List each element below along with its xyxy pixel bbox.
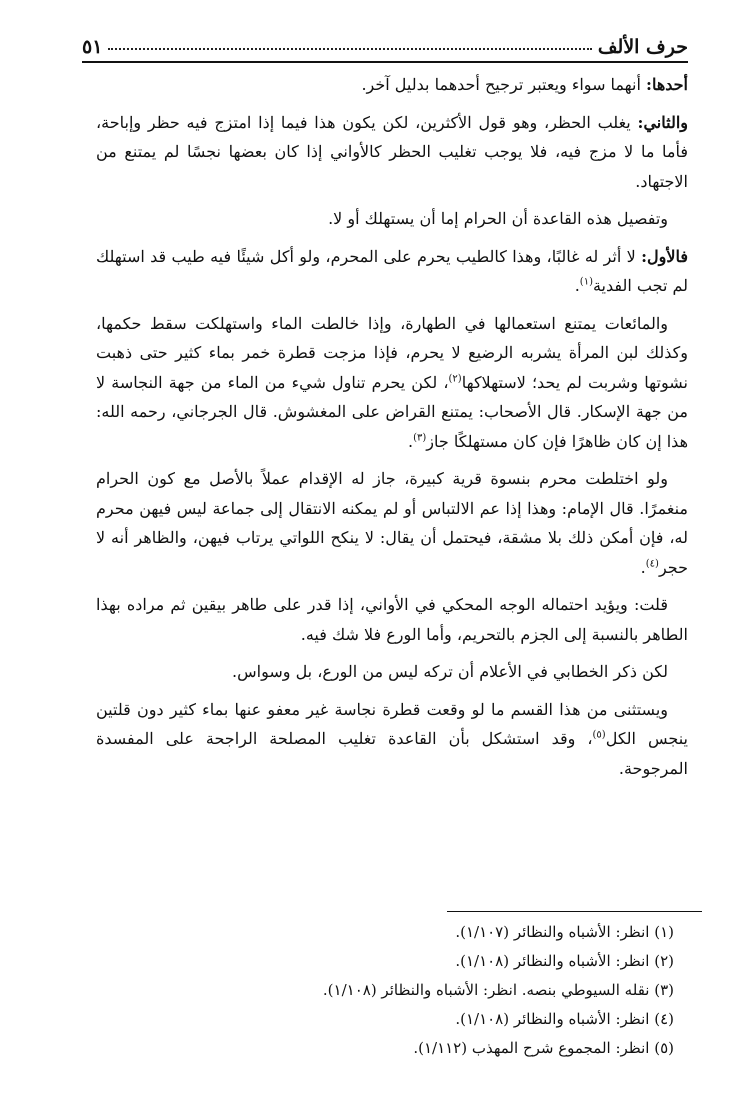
paragraph <box>96 70 688 100</box>
paragraph-lead: أحدها: <box>646 75 688 94</box>
paragraph-text: . <box>408 431 414 451</box>
paragraph <box>96 242 688 301</box>
footnote: (٤) انظر: الأشباه والنظائر (١/١٠٨). <box>455 1010 674 1028</box>
paragraph <box>96 695 688 784</box>
footnote-ref: (٤) <box>645 558 659 570</box>
page-number: ٥١ <box>82 36 103 58</box>
paragraph-lead: والثاني: <box>637 112 688 132</box>
footnote: (٢) انظر: الأشباه والنظائر (١/١٠٨). <box>455 952 674 970</box>
footnotes <box>96 918 696 1063</box>
paragraph-text: ، وقد استشكل بأن القاعدة تغليب المصلحة الراجحة على المفسدة المرجوحة. <box>96 729 688 778</box>
footnote-separator <box>447 911 702 912</box>
paragraph-text: أنهما سواء ويعتبر ترجيح أحدهما بدليل آخر. <box>361 75 647 94</box>
footnote-ref: (٥) <box>592 729 606 741</box>
footnote-ref: (٣) <box>413 432 427 444</box>
chapter-title: حرف الألف <box>597 36 688 58</box>
paragraph-text: قلت: ويؤيد احتماله الوجه المحكي في الأواني، إذا قدر على طاهر بيقين ثم مراده بهذا الطاهر بالنسبة إلى الجزم بالتحريم، وأما الورع فلا شك فيه. <box>96 595 688 644</box>
paragraph-text: . <box>574 276 580 295</box>
footnote-ref: (٢) <box>448 373 462 385</box>
footnote: (١) انظر: الأشباه والنظائر (١/١٠٧). <box>455 923 674 941</box>
header-rule <box>82 61 688 63</box>
paragraph-text: ، لكن يحرم تناول شيء من الماء من جهة النجاسة لا من جهة الإسكار. قال الأصحاب: يمتنع القراض على المغشوش. قال الجرجاني، رحمه الله: هذا إن كان ظاهرًا فإن كان مستهلكًا جاز <box>96 372 688 451</box>
paragraph <box>96 590 688 649</box>
paragraph <box>96 657 688 687</box>
paragraph-text: وتفصيل هذه القاعدة أن الحرام إما أن يستهلك أو لا. <box>328 209 668 228</box>
paragraph-text: . <box>640 557 646 577</box>
main-text <box>96 70 688 791</box>
paragraph <box>96 204 688 234</box>
paragraph-text: ويستثنى من هذا القسم ما لو وقعت قطرة نجاسة غير معفو عنها بماء كثير دون قلتين ينجس الكل <box>96 699 688 748</box>
running-header <box>82 24 688 58</box>
paragraph-lead: فالأول: <box>641 246 688 266</box>
leader-dots <box>108 48 591 50</box>
paragraph <box>96 108 688 197</box>
paragraph <box>96 464 688 582</box>
footnote-ref: (١) <box>579 276 593 288</box>
paragraph-text: والمائعات يمتنع استعمالها في الطهارة، وإذا خالطت الماء واستهلكت سقط حكمها، وكذلك لبن المرأة يشربه الرضيع لا يحرم، فإذا مزجت قطرة خمر بماء كثير حتى ذهبت نشوتها وشربت لم يحد؛ لاستهلاكها <box>96 313 688 392</box>
paragraph-text: يغلب الحظر، وهو قول الأكثرين، لكن يكون هذا فيما إذا امتزج فيه حظر وإباحة، فأما ما لا مزج فيه، فلا يوجب تغليب الحظر كالأواني إذا كان بعضها نجسًا لم يمتنع من الاجتهاد. <box>96 112 688 191</box>
paragraph-text: لكن ذكر الخطابي في الأعلام أن تركه ليس من الورع، بل وسواس. <box>232 662 668 681</box>
paragraph-text: لا أثر له غالبًا، وهذا كالطيب يحرم على المحرم، ولو أكل شيئًا فيه طيب قد استهلك لم تجب الفدية <box>96 246 688 295</box>
paragraph-text: ولو اختلطت محرم بنسوة قرية كبيرة، جاز له الإقدام عملاً بالأصل مع كون الحرام منغمرًا. قال الإمام: وهذا إذا عم الالتباس أو لم يمكنه الانتقال إلى جماعة ليس فيهن محرم له، فإن أمكن ذلك بلا مشقة، فيحتمل أن يقال: لا ينكح اللواتي يرتاب فيهن، والظاهر أنه لا حجر <box>96 469 688 577</box>
footnote: (٥) انظر: المجموع شرح المهذب (١/١١٢). <box>413 1039 674 1057</box>
footnote: (٣) نقله السيوطي بنصه. انظر: الأشباه والنظائر (١/١٠٨). <box>322 981 674 999</box>
paragraph <box>96 309 688 457</box>
